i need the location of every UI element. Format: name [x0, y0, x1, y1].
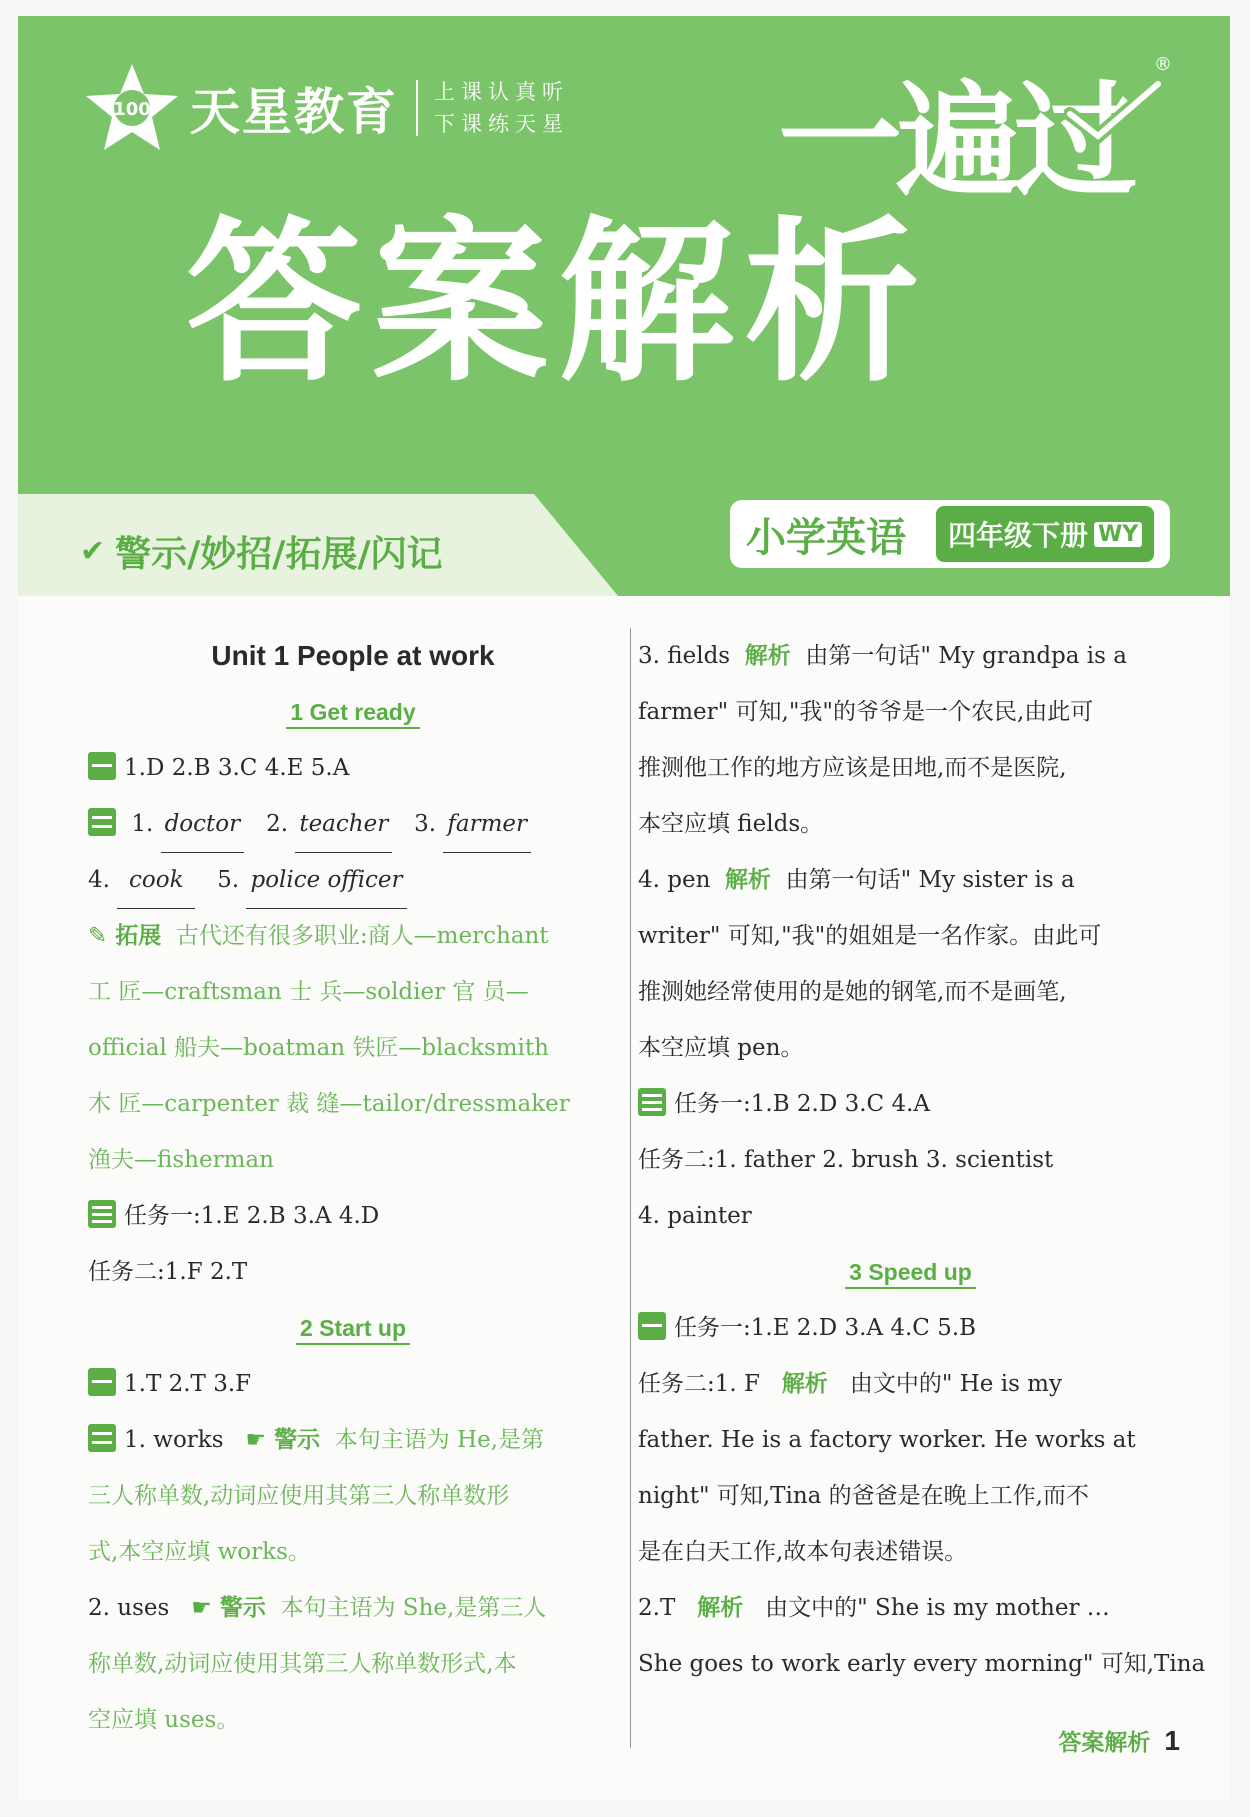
- logo-divider: [416, 80, 418, 136]
- answer-text: 1.D 2.B 3.C 4.E 5.A: [124, 755, 350, 781]
- analysis-line: father. He is a factory worker. He works at: [638, 1427, 1136, 1453]
- analysis-label: 解析: [697, 1595, 744, 1621]
- analysis-text: 由文中的" He is my: [849, 1371, 1062, 1397]
- part-1-answers: [88, 740, 618, 796]
- unit-title: Unit 1 People at work: [211, 640, 495, 671]
- part-two-icon: [88, 808, 116, 836]
- answer-text: 3. fields: [638, 643, 731, 669]
- warning-line: 称单数,动词应使用其第三人称单数形式,本: [88, 1651, 517, 1677]
- section-title: 1 Get ready: [286, 699, 419, 729]
- extension-line: 工 匠—craftsman 士 兵—soldier 官 员—: [88, 979, 529, 1005]
- answer-text: 任务二:1. F: [638, 1371, 760, 1397]
- part-two-icon: [88, 1424, 116, 1452]
- answer-text: 任务一:1.B 2.D 3.C 4.A: [674, 1091, 931, 1117]
- svg-text:100: 100: [113, 99, 151, 120]
- handwritten-answer: police officer: [246, 852, 406, 909]
- checkmark-icon: [1064, 78, 1164, 152]
- part-three-icon: [638, 1088, 666, 1116]
- handwritten-answer: doctor: [161, 796, 245, 853]
- page-number: 1: [1164, 1724, 1180, 1756]
- handwritten-answer: cook: [117, 852, 195, 909]
- part-3-task-2: 任务二:1. father 2. brush 3. scientist: [638, 1147, 1054, 1173]
- answer-text: 任务一:1.E 2.D 3.A 4.C 5.B: [674, 1315, 977, 1341]
- slogan: [434, 76, 569, 140]
- edition-tag: WY: [1094, 522, 1142, 547]
- answer-page: [18, 16, 1230, 1801]
- part-3-task-1: [88, 1188, 618, 1244]
- part-3-task-2: 任务二:1.F 2.T: [88, 1259, 248, 1285]
- analysis-label: 解析: [781, 1371, 828, 1397]
- cover-banner: [18, 16, 1230, 596]
- section-start-up: [88, 1300, 618, 1356]
- page-footer: [1058, 1724, 1180, 1757]
- brand-name: 天星教育: [190, 83, 398, 141]
- analysis-line: She goes to work early every morning" 可知,Tina: [638, 1651, 1206, 1677]
- analysis-label: 解析: [725, 867, 772, 893]
- answer-text: 1.T 2.T 3.F: [124, 1371, 252, 1397]
- part-2-answers-row-2: [88, 852, 618, 908]
- grade-text: 四年级下册: [948, 519, 1089, 552]
- extension-label: ✎ 拓展: [88, 923, 162, 949]
- warning-line: 空应填 uses。: [88, 1707, 240, 1733]
- extension-line: 木 匠—carpenter 裁 缝—tailor/dressmaker: [88, 1091, 570, 1117]
- slogan-line-1: 上课认真听: [434, 80, 569, 104]
- extension-line: official 船夫—boatman 铁匠—blacksmith: [88, 1035, 549, 1061]
- footer-label: 答案解析: [1058, 1730, 1151, 1756]
- subject-label: 小学英语: [746, 514, 906, 561]
- speed-up-task-2: [638, 1356, 1183, 1412]
- warning-label: ☛ 警示: [245, 1427, 321, 1453]
- answer-text: 1. works: [124, 1427, 224, 1453]
- start-up-part-2-b: [88, 1580, 618, 1636]
- analysis-line: 推测他工作的地方应该是田地,而不是医院,: [638, 755, 1067, 781]
- tagline-text: 警示/妙招/拓展/闪记: [115, 534, 443, 575]
- section-speed-up: [638, 1244, 1183, 1300]
- handwritten-answer: farmer: [443, 796, 531, 853]
- item-number: 3.: [414, 811, 437, 837]
- analysis-line: farmer" 可知,"我"的爷爷是一个农民,由此可: [638, 699, 1094, 725]
- check-circle-icon: ✔: [80, 534, 106, 569]
- series-title: 一遍过: [778, 70, 1133, 214]
- handwritten-answer: teacher: [295, 796, 392, 853]
- speed-up-task-2-item-2: [638, 1580, 1183, 1636]
- analysis-text: 由第一句话" My sister is a: [785, 867, 1075, 893]
- warning-label: ☛ 警示: [191, 1595, 266, 1621]
- subject-badge: [730, 500, 1170, 568]
- warning-text: 本句主语为 She,是第三人: [280, 1595, 547, 1621]
- grade-label: [936, 506, 1154, 562]
- part-2-answers-row-1: [88, 796, 618, 852]
- analysis-line: 是在白天工作,故本句表述错误。: [638, 1539, 968, 1565]
- registered-mark: ®: [1154, 54, 1172, 75]
- part-three-icon: [88, 1200, 116, 1228]
- star-100-icon: [80, 62, 184, 154]
- extension-note: [88, 908, 618, 964]
- analysis-label: 解析: [744, 643, 791, 669]
- answer-text: 4. pen: [638, 867, 711, 893]
- start-up-part-1: [88, 1356, 618, 1412]
- extension-text: 古代还有很多职业:商人—merchant: [175, 923, 549, 949]
- tagline: [80, 526, 443, 577]
- section-get-ready: [88, 684, 618, 740]
- analysis-line: night" 可知,Tina 的爸爸是在晚上工作,而不: [638, 1483, 1089, 1509]
- analysis-line: 本空应填 pen。: [638, 1035, 804, 1061]
- analysis-text: 由文中的" She is my mother …: [765, 1595, 1110, 1621]
- analysis-line: 推测她经常使用的是她的钢笔,而不是画笔,: [638, 979, 1067, 1005]
- item-number: 5.: [217, 867, 240, 893]
- column-divider: [630, 628, 631, 1748]
- speed-up-task-1: [638, 1300, 1183, 1356]
- warning-text: 本句主语为 He,是第: [334, 1427, 545, 1453]
- answer-text: 任务一:1.E 2.B 3.A 4.D: [124, 1203, 380, 1229]
- answer-text: 2. uses: [88, 1595, 170, 1621]
- analysis-text: 由第一句话" My grandpa is a: [805, 643, 1127, 669]
- answer-pen: [638, 852, 1183, 908]
- warning-line: 三人称单数,动词应使用其第三人称单数形: [88, 1483, 510, 1509]
- item-number: 2.: [266, 811, 289, 837]
- answer-text: 2.T: [638, 1595, 676, 1621]
- section-title: 2 Start up: [296, 1315, 410, 1345]
- page-title: 答案解析: [186, 201, 931, 406]
- part-one-icon: [88, 1368, 116, 1396]
- start-up-part-2-a: [88, 1412, 618, 1468]
- item-number: 1.: [131, 811, 154, 837]
- part-3-task-1: [638, 1076, 1183, 1132]
- answer-fields: [638, 628, 1183, 684]
- warning-line: 式,本空应填 works。: [88, 1539, 311, 1565]
- analysis-line: writer" 可知,"我"的姐姐是一名作家。由此可: [638, 923, 1102, 949]
- publisher-logo: [80, 62, 569, 154]
- right-column: [638, 628, 1206, 1692]
- part-one-icon: [638, 1312, 666, 1340]
- left-column: [88, 628, 618, 1748]
- analysis-line: 本空应填 fields。: [638, 811, 824, 837]
- slogan-line-2: 下课练天星: [434, 112, 569, 136]
- part-one-icon: [88, 752, 116, 780]
- section-title: 3 Speed up: [845, 1259, 976, 1289]
- part-3-task-2-cont: 4. painter: [638, 1203, 752, 1229]
- item-number: 4.: [88, 867, 110, 893]
- extension-line: 渔夫—fisherman: [88, 1147, 274, 1173]
